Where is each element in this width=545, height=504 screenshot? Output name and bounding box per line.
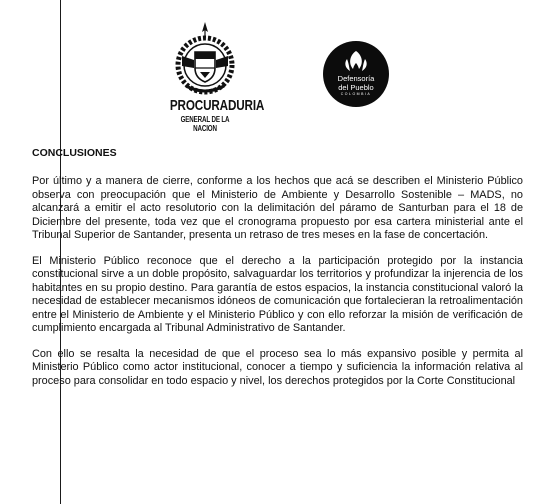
paragraph-2: El Ministerio Público reconoce que el derecho a la participación protegido por la instancia constitucional sirve a un doble propósito, salvaguardar los territorios y profundizar la injerencia de los habitantes en su propio destino. Para garantía de estos espacios, la instancia constitucional valoró la necesidad de establecer mecanismos idóneos de comunicación que fortalecieran la retroalimentación entre el Ministerio de Ambiente y el Ministerio Público y con ello reforzar la misión de verificación de cumplimiento encargada al Tribunal Administrativo de Santander.: [32, 254, 523, 334]
defensoria-logo: [323, 41, 389, 107]
defensoria-name-line2: del Pueblo: [338, 83, 374, 92]
paragraph-1: Por último y a manera de cierre, conforme a los hechos que acá se describen el Ministerio Público observa con preocupación que el Ministerio de Ambiente y Desarrollo Sostenible – MADS, no alcanzará a emitir el acto resolutorio con la delimitación del páramo de Santurban para el 18 de Diciembre del presente, toda vez que el cronograma propuesto por esa cartera ministerial ante el Tribunal Superior de Santander, presenta un retraso de tres meses en la fase de concertación.: [32, 175, 523, 241]
procuraduria-seal-icon: [160, 22, 250, 98]
procuraduria-subtitle: GENERAL DE LA NACION: [180, 115, 230, 133]
paragraph-3: Con ello se resalta la necesidad de que el proceso sea lo más expansivo posible y permita al Ministerio Público como actor institucional, conocer a tiempo y suficiencia la información relativa al proceso para consolidar en todo espacio y nivel, los derechos protegidos por la Corte Constitucional: [32, 347, 523, 387]
procuraduria-name: PROCURADURIA: [169, 97, 265, 114]
procuraduria-logo: [160, 22, 265, 134]
section-heading: CONCLUSIONES: [32, 147, 117, 159]
document-body: [32, 147, 523, 400]
defensoria-country: COLOMBIA: [340, 92, 372, 96]
defensoria-name: Defensoría: [337, 74, 375, 83]
